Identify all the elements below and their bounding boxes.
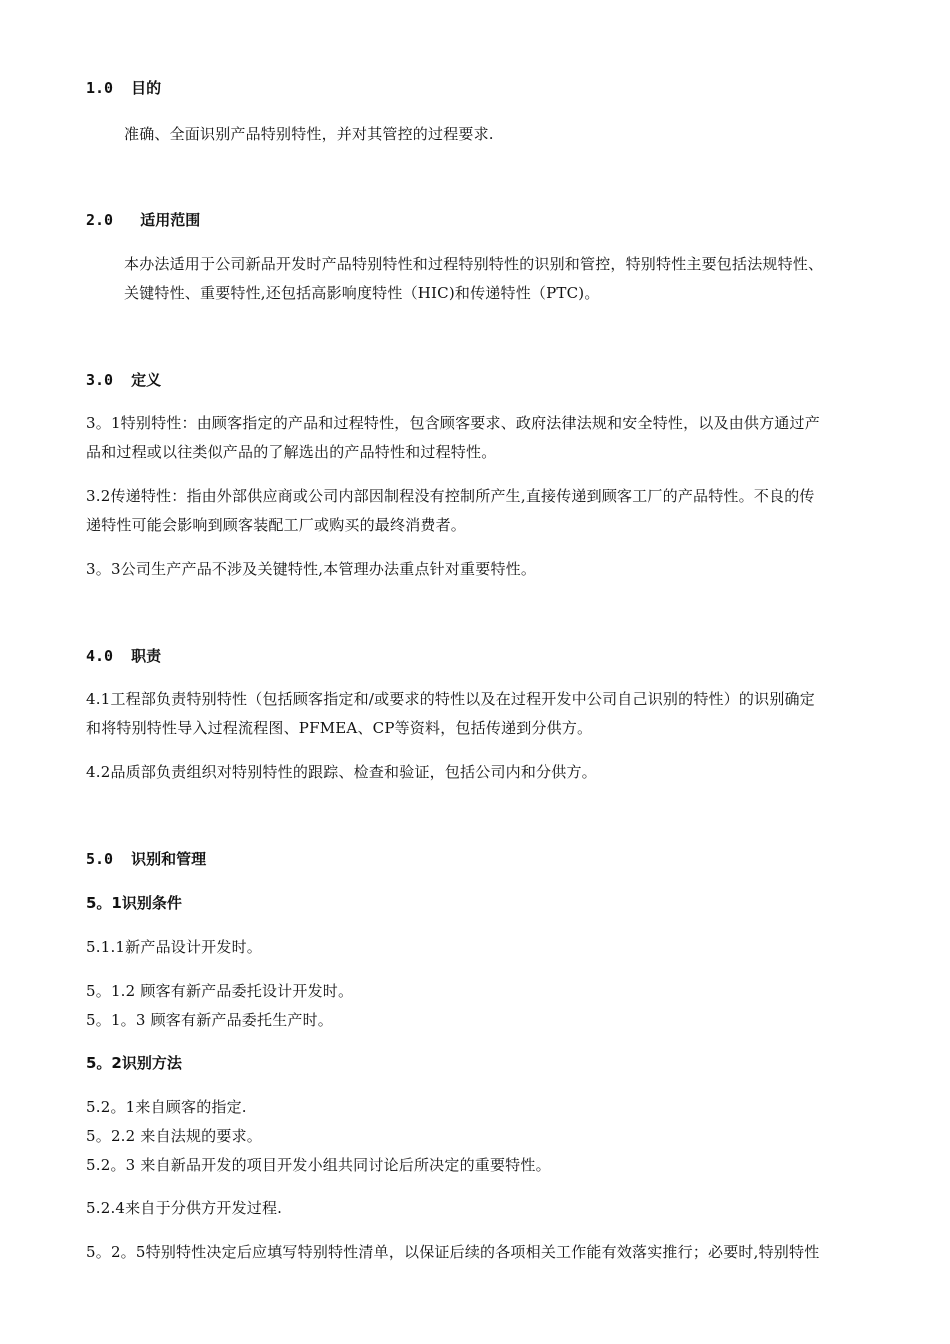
section-title: 定义 xyxy=(131,371,162,389)
subsection-heading: 5。1识别条件 xyxy=(86,894,182,912)
section-2-heading xyxy=(86,210,200,230)
list-item: 5。2.2 来自法规的要求。 xyxy=(86,1127,262,1145)
paragraph-line: 本办法适用于公司新品开发时产品特别特性和过程特别特性的识别和管控，特别特性主要包括法规特性、 xyxy=(124,255,824,273)
section-number: 3.0 xyxy=(86,371,114,389)
paragraph-line: 和将特别特性导入过程流程图、PFMEA、CP等资料，包括传递到分供方。 xyxy=(86,719,593,737)
paragraph-line: 3.2传递特性：指由外部供应商或公司内部因制程没有控制所产生,直接传递到顾客工厂的产品特性。不良的传 xyxy=(86,487,815,505)
paragraph: 准确、全面识别产品特别特性，并对其管控的过程要求. xyxy=(124,125,494,143)
subsection-heading: 5。2识别方法 xyxy=(86,1054,182,1072)
section-title: 识别和管理 xyxy=(131,850,207,868)
paragraph: 4.2品质部负责组织对特别特性的跟踪、检查和验证，包括公司内和分供方。 xyxy=(86,763,597,781)
section-number: 2.0 xyxy=(86,211,114,229)
paragraph: 3。3公司生产产品不涉及关键特性,本管理办法重点针对重要特性。 xyxy=(86,560,537,578)
list-item: 5。2。5特别特性决定后应填写特别特性清单，以保证后续的各项相关工作能有效落实推行；必要时,特别特性 xyxy=(86,1243,820,1261)
section-4-heading xyxy=(86,646,161,666)
section-number: 1.0 xyxy=(86,79,114,97)
list-item: 5.2。3 来自新品开发的项目开发小组共同讨论后所决定的重要特性。 xyxy=(86,1156,551,1174)
paragraph-line: 3。1特别特性：由顾客指定的产品和过程特性，包含顾客要求、政府法律法规和安全特性，以及由供方通过产 xyxy=(86,414,820,432)
section-5-heading xyxy=(86,849,206,869)
list-item: 5.1.1新产品设计开发时。 xyxy=(86,938,262,956)
list-item: 5.2。1来自顾客的指定. xyxy=(86,1098,247,1116)
paragraph-line: 关键特性、重要特性,还包括高影响度特性（HIC)和传递特性（PTC)。 xyxy=(124,284,600,302)
paragraph-line: 递特性可能会影响到顾客装配工厂或购买的最终消费者。 xyxy=(86,516,467,534)
section-title: 适用范围 xyxy=(140,211,201,229)
section-title: 职责 xyxy=(131,647,162,665)
list-item: 5。1.2 顾客有新产品委托设计开发时。 xyxy=(86,982,354,1000)
section-1-heading xyxy=(86,78,161,98)
list-item: 5。1。3 顾客有新产品委托生产时。 xyxy=(86,1011,333,1029)
list-item: 5.2.4来自于分供方开发过程. xyxy=(86,1199,283,1217)
section-number: 5.0 xyxy=(86,850,114,868)
paragraph-line: 品和过程或以往类似产品的了解选出的产品特性和过程特性。 xyxy=(86,443,497,461)
section-title: 目的 xyxy=(131,79,162,97)
paragraph-line: 4.1工程部负责特别特性（包括顾客指定和/或要求的特性以及在过程开发中公司自己识别的特性）的识别确定 xyxy=(86,690,815,708)
section-3-heading xyxy=(86,370,161,390)
section-number: 4.0 xyxy=(86,647,114,665)
